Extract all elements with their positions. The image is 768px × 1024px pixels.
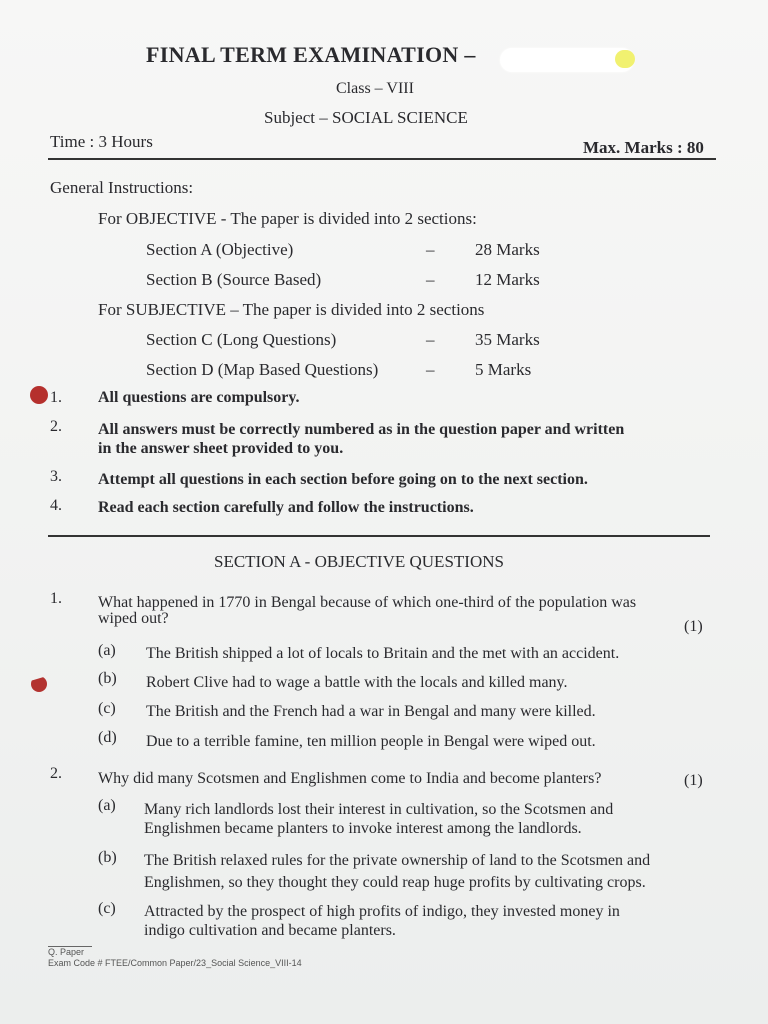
q1-option-b-text: Robert Clive had to wage a battle with the locals and killed many.	[146, 674, 568, 691]
time-label: Time : 3 Hours	[50, 132, 153, 151]
question-2-text: Why did many Scotsmen and Englishmen come to India and become planters?	[98, 770, 602, 787]
rule-1-num: 1.	[50, 389, 62, 406]
section-a-dash: –	[426, 240, 435, 259]
question-1-text-cont: wiped out?	[98, 610, 169, 627]
header-divider	[48, 158, 716, 160]
q2-option-c-label: (c)	[98, 900, 116, 917]
section-c-dash: –	[426, 330, 435, 349]
footer-exam-code: Exam Code # FTEE/Common Paper/23_Social Science_VIII-14	[48, 958, 302, 968]
q2-option-a-text-cont: Englishmen became planters to invoke interest among the landlords.	[144, 820, 582, 837]
question-1-num: 1.	[50, 590, 62, 607]
section-d-dash: –	[426, 360, 435, 379]
rule-4-text: Read each section carefully and follow the instructions.	[98, 499, 474, 516]
ink-dot	[30, 386, 48, 404]
class-label: Class – VIII	[336, 80, 414, 97]
instructions-divider	[48, 535, 710, 537]
section-b-marks: 12 Marks	[475, 270, 540, 289]
q1-option-c-label: (c)	[98, 700, 116, 717]
rule-1-text: All questions are compulsory.	[98, 389, 300, 406]
rule-4-num: 4.	[50, 497, 62, 514]
objective-intro: For OBJECTIVE - The paper is divided into 2 sections:	[98, 209, 477, 228]
section-b-name: Section B (Source Based)	[146, 270, 322, 289]
q2-option-c-text: Attracted by the prospect of high profits of indigo, they invested money in	[144, 903, 620, 920]
ink-mark	[31, 676, 47, 692]
section-c-marks: 35 Marks	[475, 330, 540, 349]
section-a-title: SECTION A - OBJECTIVE QUESTIONS	[214, 552, 504, 571]
footer-paper-label: Q. Paper	[48, 947, 85, 957]
redaction-highlight	[615, 50, 635, 68]
q1-option-b-label: (b)	[98, 670, 117, 687]
q2-option-b-text: The British relaxed rules for the private ownership of land to the Scotsmen and	[144, 852, 651, 869]
q1-option-a-label: (a)	[98, 642, 116, 659]
rule-3-text: Attempt all questions in each section before going on to the next section.	[98, 471, 588, 488]
rule-2-num: 2.	[50, 418, 62, 435]
q1-option-d-text: Due to a terrible famine, ten million people in Bengal were wiped out.	[146, 733, 596, 750]
rule-2-text-cont: in the answer sheet provided to you.	[98, 440, 344, 457]
max-marks-label: Max. Marks : 80	[583, 138, 704, 157]
question-1-text: What happened in 1770 in Bengal because of which one-third of the population was	[98, 594, 637, 611]
subjective-intro: For SUBJECTIVE – The paper is divided into 2 sections	[98, 300, 485, 319]
q2-option-b-label: (b)	[98, 849, 117, 866]
redaction-mark	[500, 48, 634, 72]
question-2-marks: (1)	[684, 772, 703, 789]
rule-2-text: All answers must be correctly numbered as in the question paper and written	[98, 421, 625, 438]
section-d-name: Section D (Map Based Questions)	[146, 360, 379, 379]
q1-option-a-text: The British shipped a lot of locals to Britain and the met with an accident.	[146, 645, 620, 662]
exam-title: FINAL TERM EXAMINATION –	[146, 42, 476, 67]
subject-label: Subject – SOCIAL SCIENCE	[264, 108, 468, 127]
section-a-marks: 28 Marks	[475, 240, 540, 259]
instructions-heading: General Instructions:	[50, 178, 194, 197]
section-b-dash: –	[426, 270, 435, 289]
q1-option-c-text: The British and the French had a war in Bengal and many were killed.	[146, 703, 596, 720]
q1-option-d-label: (d)	[98, 729, 117, 746]
q2-option-a-text: Many rich landlords lost their interest in cultivation, so the Scotsmen and	[144, 801, 614, 818]
question-2-num: 2.	[50, 765, 62, 782]
section-a-name: Section A (Objective)	[146, 240, 294, 259]
q2-option-c-text-cont: indigo cultivation and became planters.	[144, 922, 396, 939]
section-c-name: Section C (Long Questions)	[146, 330, 337, 349]
rule-3-num: 3.	[50, 468, 62, 485]
section-d-marks: 5 Marks	[475, 360, 532, 379]
question-1-marks: (1)	[684, 618, 703, 635]
q2-option-a-label: (a)	[98, 797, 116, 814]
q2-option-b-text-cont: Englishmen, so they thought they could reap huge profits by cultivating crops.	[144, 874, 646, 891]
